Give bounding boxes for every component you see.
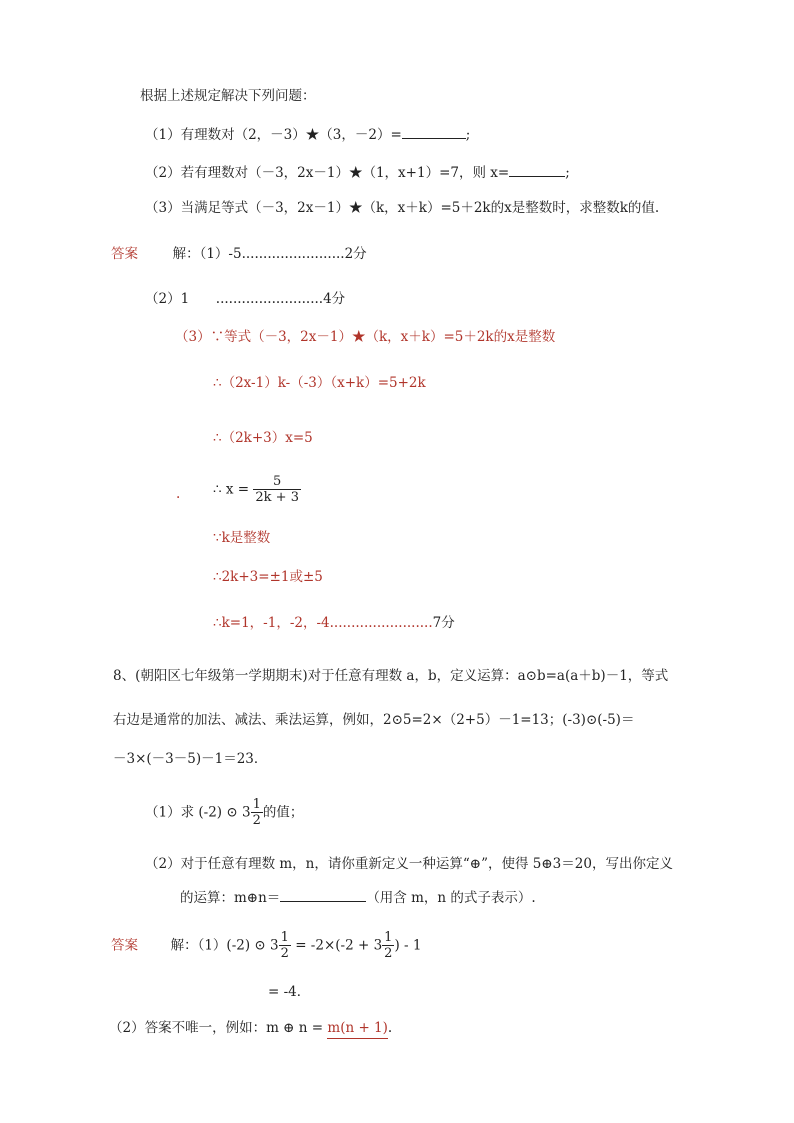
p8ans-fraction-1-num: 1	[280, 930, 289, 945]
answer-2-text: （2）1	[145, 291, 190, 307]
question-2	[145, 162, 570, 182]
problem-8-line-3: －3×(－3－5)－1＝23．	[113, 751, 268, 767]
p8q1-end: 的值；	[262, 804, 304, 821]
answer-3-line-6: ∴2k+3=±1或±5	[213, 569, 323, 585]
problem-8-question-2-line-2	[180, 887, 536, 907]
problem-8-line-1: 8、(朝阳区七年级第一学期期末)对于任意有理数 a，b，定义运算：a⊙b=a(a＋b)－1，等式	[113, 668, 669, 684]
p8ans-fraction-1	[279, 930, 291, 961]
answer-blank-2[interactable]	[509, 162, 565, 177]
answer-3-line-7-text: ∴k=1，-1，-2，-4	[213, 615, 330, 631]
answer-3-line-2: ∴（2x-1）k-（-3）（x+k）=5+2k	[213, 375, 426, 391]
problem-8-question-2-line-1: （2）对于任意有理数 m，n，请你重新定义一种运算“⊕”，使得 5⊕3＝20，写出你定义	[145, 856, 673, 872]
mixed-fraction-denominator: 2	[252, 813, 261, 828]
answer-1-line	[111, 245, 367, 263]
p8ans-fraction-2-num: 1	[384, 930, 393, 945]
fraction-x	[253, 474, 301, 505]
question-3: （3）当满足等式（－3，2x－1）★（k，x＋k）=5＋2k的x是整数时，求整数k的值.	[145, 200, 660, 216]
answer-3-fraction-line	[213, 474, 301, 505]
question-1-text: （1）有理数对（2，－3）★（3，－2）=	[145, 127, 402, 143]
answer-label: 答案	[111, 246, 138, 262]
answer-3-line-7	[213, 614, 455, 632]
intro-text: 根据上述规定解决下列问题：	[140, 88, 316, 104]
question-2-end: ;	[565, 165, 570, 181]
p8ans-l3-answer: m(n + 1)	[327, 1020, 388, 1039]
p8ans-part-2: = -2×(-2 + 3	[295, 937, 383, 954]
fraction-prefix: ∴ x =	[213, 481, 250, 498]
p8q2-suffix: （用含 m，n 的式子表示）.	[366, 890, 536, 906]
answer-1-text: 解：（1）-5	[172, 246, 242, 262]
answer-2-score: 4分	[323, 291, 346, 307]
fraction-denominator: 2k + 3	[255, 490, 299, 505]
p8ans-part-3: ) - 1	[394, 937, 422, 954]
problem-8-answer-1	[111, 930, 421, 961]
mixed-fraction	[251, 797, 263, 828]
problem-8-answer-label: 答案	[111, 937, 138, 954]
p8ans-part-1: 解：（1）(-2) ⊙ 3	[170, 937, 279, 954]
p8ans-l3-end: .	[387, 1020, 393, 1036]
problem-8-question-1	[145, 797, 303, 828]
question-2-text: （2）若有理数对（－3，2x－1）★（1，x+1）=7，则 x=	[145, 165, 510, 181]
p8ans-fraction-1-den: 2	[280, 946, 289, 961]
answer-3-line-1: （3）∵等式（－3，2x－1）★（k，x＋k）=5＋2k的x是整数	[175, 329, 556, 345]
problem-8-answer-2: = -4．	[268, 984, 311, 1000]
answer-1-score: 2分	[344, 246, 367, 262]
answer-3-line-7-dots: ........................	[329, 615, 433, 631]
answer-2-dots: .........................	[215, 291, 324, 307]
p8ans-fraction-2	[382, 930, 394, 961]
p8q2-prefix: 的运算：m⊕n＝	[180, 890, 281, 906]
fraction-numerator: 5	[273, 474, 282, 489]
mixed-fraction-numerator: 1	[252, 797, 261, 812]
answer-2-line	[145, 290, 345, 308]
question-1	[145, 124, 470, 144]
p8ans-l3-expr: m ⊕ n =	[266, 1020, 328, 1036]
answer-3-line-3: ∴（2k+3）x=5	[213, 430, 313, 446]
problem-8-line-2: 右边是通常的加法、减法、乘法运算，例如，2⊙5=2×（2+5）－1=13；(-3)⊙(-5)＝	[113, 712, 635, 728]
answer-blank-3[interactable]	[280, 887, 366, 902]
stray-dot: .	[176, 486, 181, 502]
answer-3-line-5: ∵k是整数	[213, 530, 271, 546]
problem-8-answer-3	[109, 1019, 392, 1037]
question-1-end: ;	[465, 127, 471, 143]
p8ans-fraction-2-den: 2	[384, 946, 393, 961]
p8q1-text: （1）求 (-2) ⊙ 3	[145, 804, 251, 821]
answer-blank-1[interactable]	[402, 124, 466, 139]
answer-1-dots: ........................	[241, 246, 345, 262]
p8ans-l3-prefix: （2）答案不唯一，例如：	[109, 1020, 267, 1036]
answer-3-line-7-score: 7分	[432, 615, 455, 631]
